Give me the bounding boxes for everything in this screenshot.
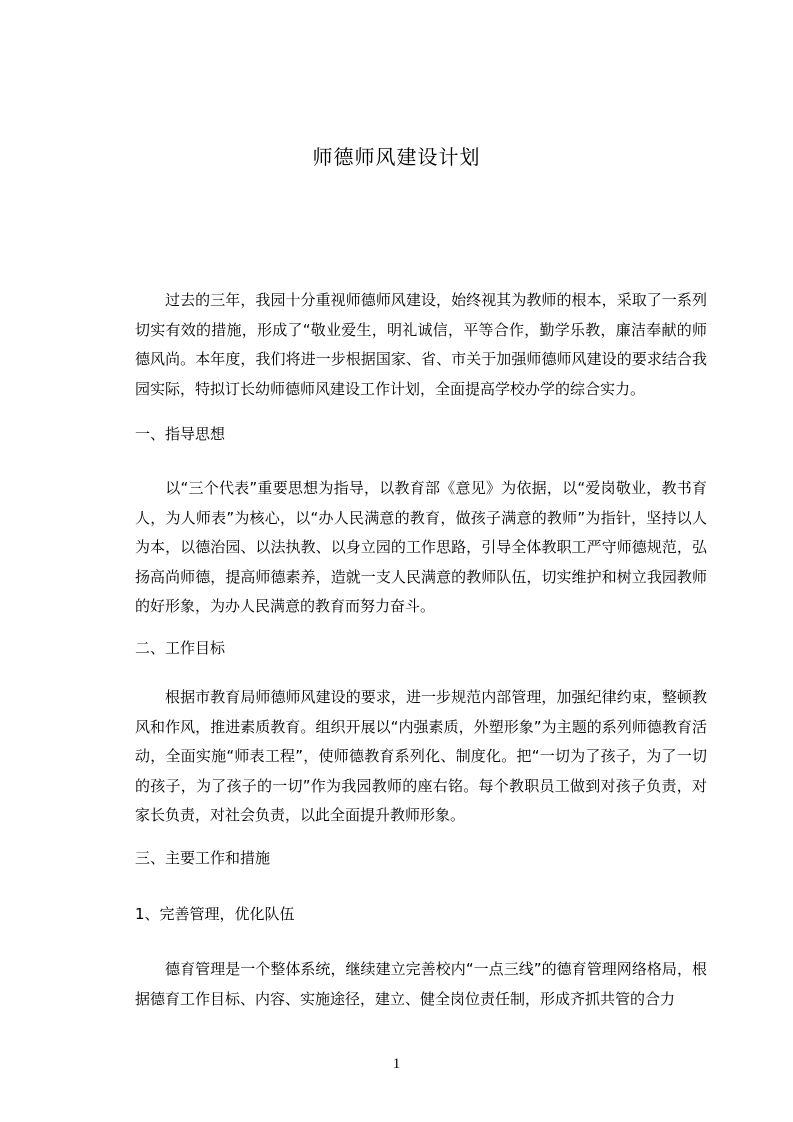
paragraph-management bbox=[135, 955, 707, 1014]
page-number: 1 bbox=[392, 1056, 401, 1072]
paragraph-goals bbox=[135, 683, 707, 831]
paragraph-intro bbox=[135, 286, 707, 404]
paragraph-goals-text: 根据市教育局师德师风建设的要求，进一步规范内部管理，加强纪律约束，整顿教风和作风，推进素质教育。组织开展以“内强素质，外塑形象”为主题的系列师德教育活动，全面实施“师表工程”，使师德教育系列化、制度化。把“一切为了孩子，为了一切的孩子，为了孩子的一切”作为我园教师的座右铭。每个教职员工做到对孩子负责，对家长负责，对社会负责，以此全面提升教师形象。 bbox=[135, 688, 707, 824]
heading-work-goals: 二、工作目标 bbox=[135, 639, 226, 657]
document-title: 师德师风建设计划 bbox=[312, 145, 481, 169]
paragraph-guiding-text: 以“三个代表”重要思想为指导，以教育部《意见》为依据，以“爱岗敬业，教书育人，为人师表”为核心，以“办人民满意的教育，做孩子满意的教师”为指针，坚持以人为本，以德治园、以法执教、以身立园的工作思路，引导全体教职工严守师德规范，弘扬高尚师德，提高师德素养，造就一支人民满意的教师队伍，切实维护和树立我园教师的好形象，为办人民满意的教育而努力奋斗。 bbox=[135, 479, 707, 615]
paragraph-guiding bbox=[135, 474, 707, 622]
heading-guiding-thought: 一、指导思想 bbox=[135, 425, 226, 443]
subheading-management: 1、完善管理，优化队伍 bbox=[135, 905, 295, 923]
paragraph-management-text: 德育管理是一个整体系统，继续建立完善校内“一点三线”的德育管理网络格局，根据德育工作目标、内容、实施途径，建立、健全岗位责任制，形成齐抓共管的合力 bbox=[135, 960, 707, 1008]
paragraph-intro-text: 过去的三年，我园十分重视师德师风建设，始终视其为教师的根本，采取了一系列切实有效的措施，形成了“敬业爱生，明礼诚信，平等合作，勤学乐教，廉洁奉献的师德风尚。本年度，我们将进一步根据国家、省、市关于加强师德师风建设的要求结合我园实际，特拟订长幼师德师风建设工作计划，全面提高学校办学的综合实力。 bbox=[135, 291, 707, 398]
heading-main-work: 三、主要工作和措施 bbox=[135, 849, 271, 867]
